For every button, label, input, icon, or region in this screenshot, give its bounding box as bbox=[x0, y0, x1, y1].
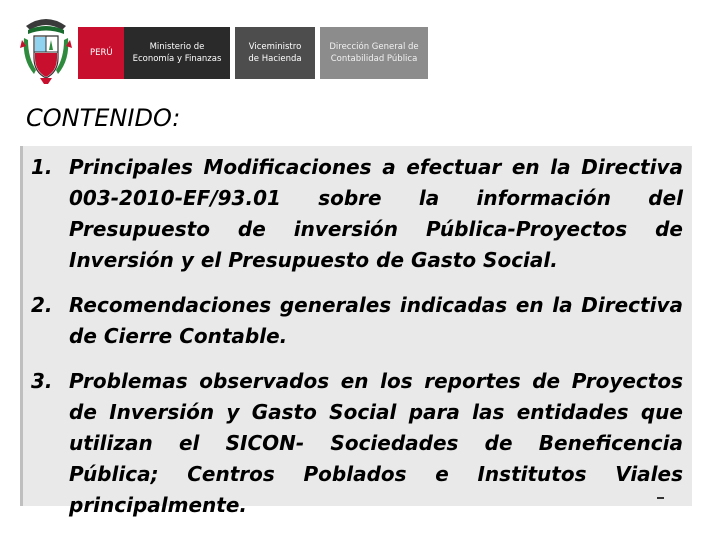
item-number: 1. bbox=[31, 155, 53, 179]
ministry-label bbox=[124, 27, 230, 79]
item-number: 2. bbox=[31, 293, 53, 317]
list-item bbox=[23, 366, 683, 521]
direction-label bbox=[320, 27, 428, 79]
item-number: 3. bbox=[31, 369, 53, 393]
page-title: CONTENIDO: bbox=[26, 104, 181, 132]
item-text: Problemas observados en los reportes de Proyectos de Inversión y Gasto Social para las entidades que utilizan el SICON- Sociedades de Beneficencia Pública; Centros Poblados e Institutos Viales principalmente. bbox=[69, 369, 683, 517]
country-label: PERÚ bbox=[78, 27, 124, 79]
ministry-text: Ministerio de Economía y Finanzas bbox=[132, 42, 222, 64]
item-text: Recomendaciones generales indicadas en la Directiva de Cierre Contable. bbox=[69, 293, 683, 348]
page-marker bbox=[657, 497, 664, 499]
contents-list bbox=[23, 152, 683, 535]
list-item bbox=[23, 152, 683, 276]
header bbox=[0, 0, 720, 100]
vice-ministry-text: Viceministro de Hacienda bbox=[248, 42, 302, 64]
government-banner bbox=[78, 27, 428, 79]
item-text: Principales Modificaciones a efectuar en la Directiva 003-2010-EF/93.01 sobre la información del Presupuesto de inversión Pública-Proyectos de Inversión y el Presupuesto de Gasto Social. bbox=[69, 155, 683, 272]
vice-ministry-label bbox=[235, 27, 315, 79]
peru-coat-of-arms-icon bbox=[20, 14, 72, 86]
content-panel bbox=[20, 146, 692, 517]
direction-text: Dirección General de Contabilidad Pública bbox=[329, 42, 419, 64]
list-item bbox=[23, 290, 683, 352]
